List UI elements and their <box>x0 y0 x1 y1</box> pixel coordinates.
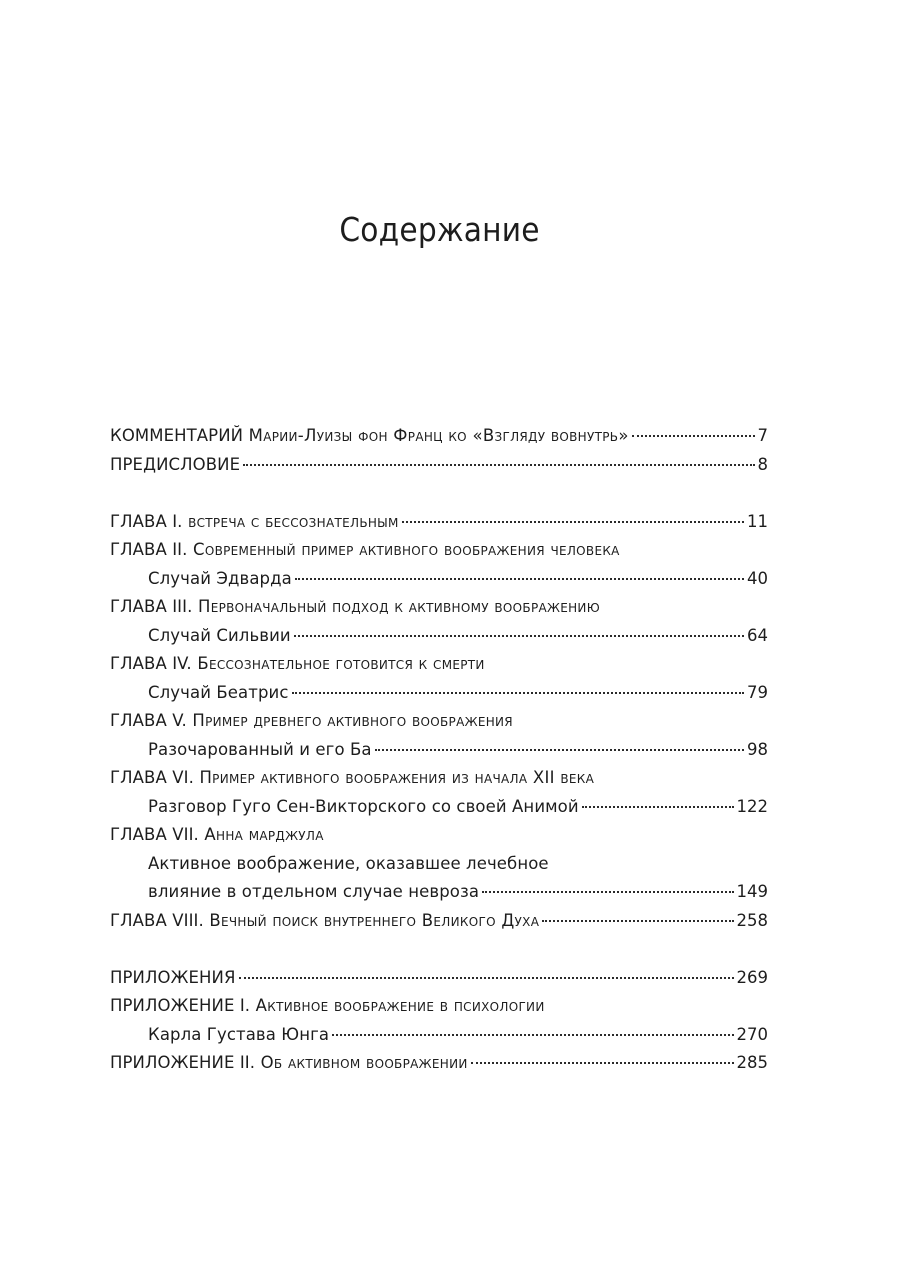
toc-entry-heading: ПРИЛОЖЕНИЕ II. <box>110 1053 256 1072</box>
toc-entry-chapter-4[interactable] <box>110 650 768 679</box>
toc-entry-title: Анна марджула <box>198 825 324 844</box>
toc-entry-heading: КОММЕНТАРИЙ <box>110 426 244 445</box>
toc-page-number: 285 <box>736 1053 768 1072</box>
toc-page-number: 64 <box>747 625 768 645</box>
dot-leader <box>243 463 754 466</box>
toc-entry-title: Об активном воображении <box>255 1053 468 1072</box>
toc-subentry-edward[interactable] <box>110 565 768 594</box>
toc-page-number: 11 <box>747 511 768 531</box>
toc-subentry-title: Разговор Гуго Сен-Викторского со своей Анимой <box>148 796 579 816</box>
toc-subentry-sylvia[interactable] <box>110 622 768 651</box>
toc-entry-preface[interactable] <box>110 451 768 480</box>
table-of-contents <box>110 422 768 1078</box>
toc-entry-chapter-2[interactable] <box>110 536 768 565</box>
toc-entry-chapter-5[interactable] <box>110 707 768 736</box>
toc-entry-title: Бессознательное готовится к смерти <box>191 654 485 673</box>
toc-entry-chapter-6[interactable] <box>110 764 768 793</box>
toc-page-number: 8 <box>757 454 768 474</box>
toc-entry-chapter-7[interactable] <box>110 821 768 850</box>
dot-leader <box>294 634 744 637</box>
toc-subentry-title: влияние в отдельном случае невроза <box>148 882 480 901</box>
toc-entry-heading: ГЛАВА V. <box>110 711 187 730</box>
toc-subentry-healing-line-2[interactable] <box>110 878 768 907</box>
page-title: Содержание <box>339 210 540 249</box>
toc-entry-title: встреча с бессознательным <box>182 511 399 531</box>
toc-page-number: 122 <box>736 796 768 816</box>
toc-subentry-beatrice[interactable] <box>110 679 768 708</box>
toc-entry-title: Пример активного воображения из начала XII века <box>193 768 595 787</box>
toc-entry-title: Современный пример активного воображения человека <box>187 540 620 559</box>
section-spacer <box>110 479 768 508</box>
toc-page-number: 149 <box>736 882 768 901</box>
dot-leader <box>239 976 734 979</box>
dot-leader <box>375 748 744 751</box>
toc-page-number: 258 <box>736 910 768 930</box>
toc-page-number: 270 <box>736 1024 768 1044</box>
toc-entry-heading: ГЛАВА I. <box>110 511 183 531</box>
dot-leader <box>482 890 733 893</box>
toc-entry-heading: ГЛАВА III. <box>110 597 193 616</box>
dot-leader <box>295 577 744 580</box>
toc-page-number: 98 <box>747 739 768 759</box>
toc-page-number: 79 <box>747 682 768 702</box>
toc-subentry-hugo[interactable] <box>110 793 768 822</box>
toc-entry-heading: ГЛАВА IV. <box>110 654 192 673</box>
toc-entry-heading: ГЛАВА VIII. <box>110 910 204 930</box>
toc-entry-heading: ГЛАВА VII. <box>110 825 199 844</box>
toc-entry-chapter-8[interactable] <box>110 907 768 936</box>
toc-entry-heading: ПРИЛОЖЕНИЯ <box>110 967 236 987</box>
toc-subentry-title: Разочарованный и его Ба <box>148 739 372 759</box>
toc-page-number: 7 <box>757 426 768 445</box>
toc-page-number: 269 <box>736 967 768 987</box>
toc-entry-heading: ГЛАВА VI. <box>110 768 194 787</box>
toc-entry-appendices[interactable] <box>110 964 768 993</box>
toc-subentry-title: Случай Беатрис <box>148 682 289 702</box>
toc-entry-heading: ПРЕДИСЛОВИЕ <box>110 454 241 474</box>
dot-leader <box>632 434 755 437</box>
dot-leader <box>292 691 744 694</box>
toc-entry-heading: ПРИЛОЖЕНИЕ I. <box>110 996 251 1015</box>
toc-entry-chapter-1[interactable] <box>110 508 768 537</box>
toc-subentry-jung[interactable] <box>110 1021 768 1050</box>
toc-entry-chapter-3[interactable] <box>110 593 768 622</box>
dot-leader <box>582 805 734 808</box>
toc-page-number: 40 <box>747 568 768 588</box>
dot-leader <box>402 520 744 523</box>
toc-entry-title: Первоначальный подход к активному воображению <box>192 597 600 616</box>
toc-entry-appendix-2[interactable] <box>110 1049 768 1078</box>
dot-leader <box>332 1033 733 1036</box>
toc-entry-title: Вечный поиск внутреннего Великого Духа <box>203 910 540 930</box>
toc-entry-commentary[interactable] <box>110 422 768 451</box>
toc-entry-title: Марии-Луизы фон Франц ко «Взгляду вовнутрь» <box>243 426 629 445</box>
toc-entry-title: Активное воображение в психологии <box>250 996 545 1015</box>
toc-subentry-title: Случай Эдварда <box>148 568 292 588</box>
toc-entry-appendix-1[interactable] <box>110 992 768 1021</box>
dot-leader <box>471 1061 734 1064</box>
toc-entry-title: Пример древнего активного воображения <box>186 711 513 730</box>
toc-entry-heading: ГЛАВА II. <box>110 540 188 559</box>
toc-subentry-title: Случай Сильвии <box>148 625 291 645</box>
toc-subentry-healing-line-1[interactable] <box>110 850 768 879</box>
section-spacer <box>110 935 768 964</box>
toc-subentry-disappointed[interactable] <box>110 736 768 765</box>
toc-subentry-title: Активное воображение, оказавшее лечебное <box>148 853 549 873</box>
dot-leader <box>542 919 733 922</box>
toc-subentry-title: Карла Густава Юнга <box>148 1024 330 1044</box>
